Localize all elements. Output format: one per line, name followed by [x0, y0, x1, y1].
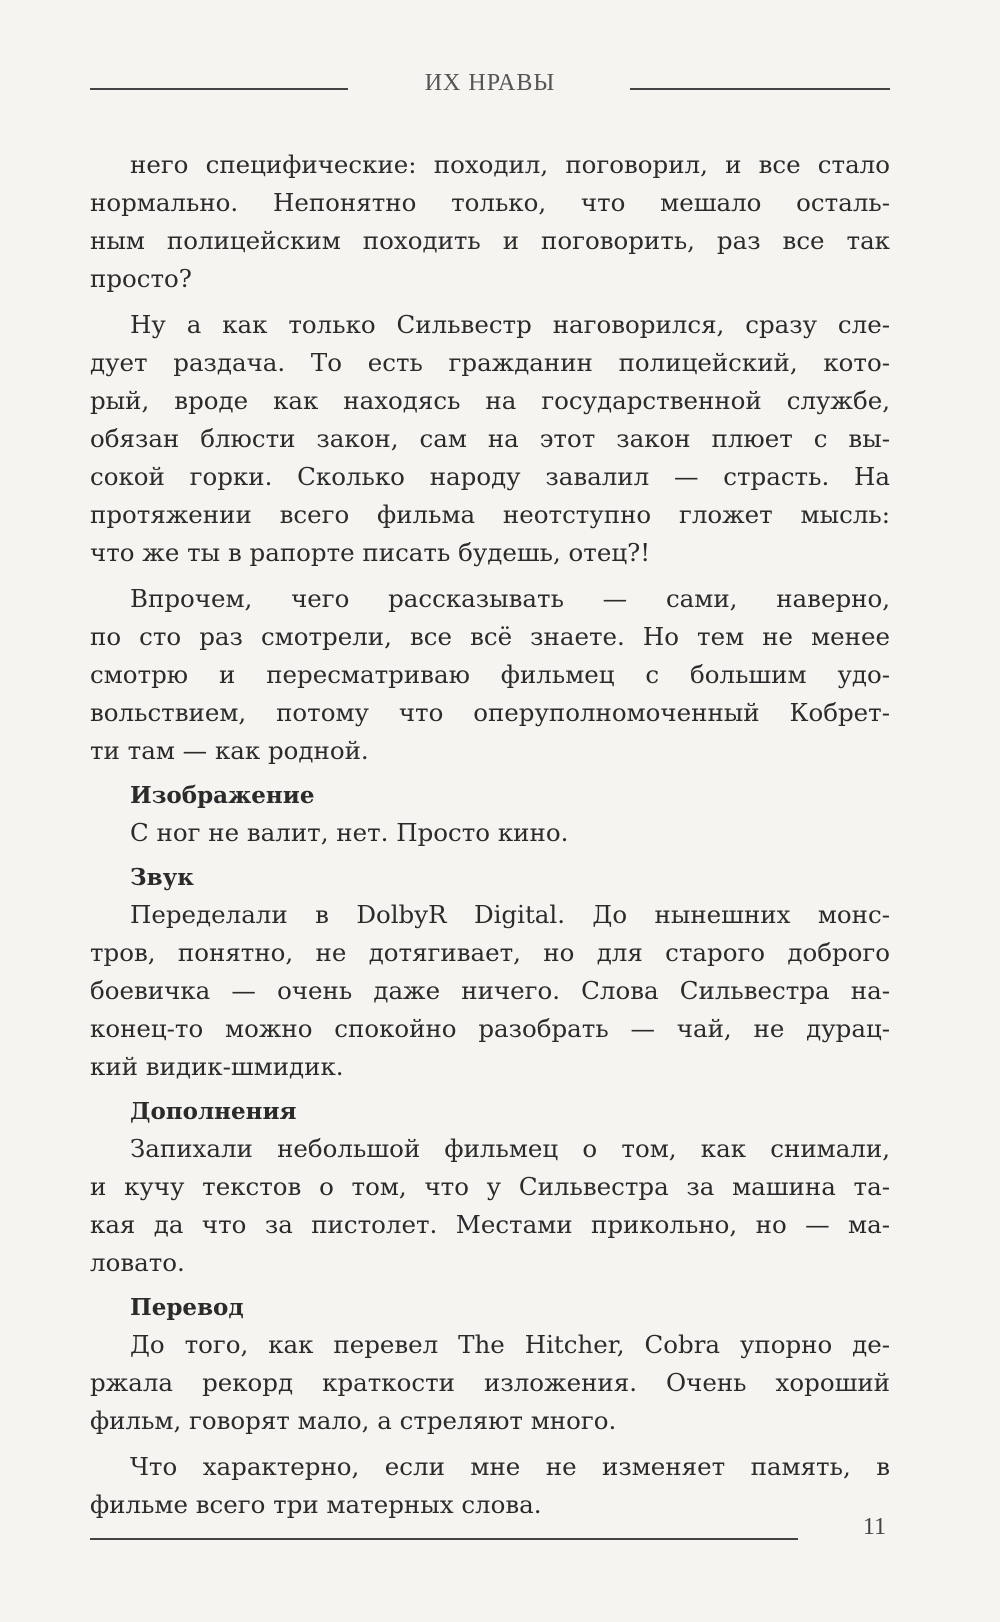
paragraph	[90, 896, 890, 1086]
text-line: Запихали небольшой фильмец о том, как снимали,	[130, 1134, 890, 1163]
text-line: фильме всего три матерных слова.	[90, 1490, 542, 1519]
text-line: тров, понятно, не дотягивает, но для старого доброго	[90, 938, 890, 967]
page-footer	[90, 1510, 890, 1550]
section-translation	[90, 1290, 890, 1524]
text-line: Переделали в DolbyR Digital. До нынешних монс-	[130, 900, 890, 929]
section-heading: Дополнения	[130, 1098, 297, 1125]
paragraph	[90, 1326, 890, 1440]
text-line: ловато.	[90, 1248, 185, 1277]
page-body	[90, 146, 890, 1532]
section-sound	[90, 860, 890, 1086]
text-line: рый, вроде как находясь на государственной службе,	[90, 386, 890, 415]
text-line: обязан блюсти закон, сам на этот закон плюет с вы-	[90, 424, 890, 453]
text-line: дует раздача. То есть гражданин полицейский, кото-	[90, 348, 890, 377]
text-line: него специфические: походил, поговорил, и все стало	[130, 150, 890, 179]
text-line: ным полицейским походить и поговорить, раз все так	[90, 226, 890, 255]
section-heading: Перевод	[130, 1294, 244, 1321]
text-line: протяжении всего фильма неотступно гложет мысль:	[90, 500, 890, 529]
section-heading: Звук	[130, 864, 194, 891]
text-line: фильм, говорят мало, а стреляют много.	[90, 1406, 617, 1435]
section-heading: Изображение	[130, 782, 315, 809]
section-extras	[90, 1094, 890, 1282]
text-line: Ну а как только Сильвестр наговорился, сразу сле-	[130, 310, 890, 339]
text-line: ржала рекорд краткости изложения. Очень хороший	[90, 1368, 890, 1397]
text-line: и кучу текстов о том, что у Сильвестра за машина та-	[90, 1172, 890, 1201]
text-line: До того, как перевел The Hitcher, Cobra упорно де-	[130, 1330, 890, 1359]
paragraph	[90, 146, 890, 298]
page-number: 11	[862, 1514, 886, 1540]
section-image	[90, 778, 890, 852]
text-line: кая да что за пистолет. Местами прикольно, но — ма-	[90, 1210, 890, 1239]
paragraph	[90, 814, 890, 852]
paragraph	[90, 580, 890, 770]
text-line: Что характерно, если мне не изменяет память, в	[130, 1452, 890, 1481]
text-line: по сто раз смотрели, все всё знаете. Но тем не менее	[90, 622, 890, 651]
text-line: просто?	[90, 264, 192, 293]
text-line: боевичка — очень даже ничего. Слова Сильвестра на-	[90, 976, 890, 1005]
running-header-title: ИХ НРАВЫ	[424, 70, 556, 96]
text-line: что же ты в рапорте писать будешь, отец?!	[90, 538, 651, 567]
text-line: кий видик-шмидик.	[90, 1052, 344, 1081]
text-line: нормально. Непонятно только, что мешало осталь-	[90, 188, 890, 217]
paragraph	[90, 306, 890, 572]
text-line: конец-то можно спокойно разобрать — чай, не дурац-	[90, 1014, 890, 1043]
running-header	[90, 70, 890, 110]
paragraph	[90, 1130, 890, 1282]
text-line: смотрю и пересматриваю фильмец с большим удо-	[90, 660, 890, 689]
header-rule-right	[630, 88, 890, 90]
text-line: сокой горки. Сколько народу завалил — страсть. На	[90, 462, 890, 491]
footer-rule	[90, 1538, 798, 1540]
text-line: ти там — как родной.	[90, 736, 369, 765]
text-line: Впрочем, чего рассказывать — сами, наверно,	[130, 584, 890, 613]
text-line: С ног не валит, нет. Просто кино.	[130, 818, 569, 847]
text-line: вольствием, потому что оперуполномоченный Кобрет-	[90, 698, 890, 727]
